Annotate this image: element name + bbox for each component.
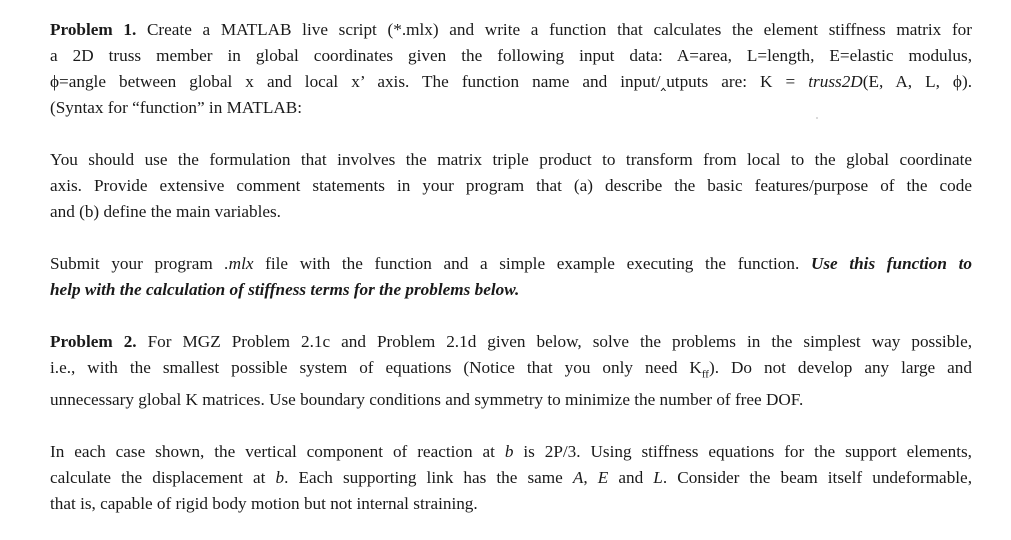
problem-1-line-3: ϕ=angle between global x and local x’ axis. The function name and input/‸utputs are: K = truss2D(E, A, L, ϕ). (50, 72, 972, 91)
formulation-paragraph (50, 147, 972, 225)
problem-2-heading: Problem 2. (50, 332, 137, 351)
document-page (50, 17, 972, 517)
reaction-line-2: calculate the displacement at b. Each supporting link has the same A, E and L. Consider the beam itself undeformable, (50, 468, 972, 488)
formulation-line-3: and (b) define the main variables. (50, 202, 281, 221)
reaction-line-1: In each case shown, the vertical component of reaction at b is 2P/3. Using stiffness equations for the support elements, (50, 442, 972, 462)
kff-subscript: ff (701, 368, 709, 381)
reaction-line-3: that is, capable of rigid body motion but not internal straining. (50, 494, 478, 514)
submission-line-2: help with the calculation of stiffness terms for the problems below. (50, 280, 520, 299)
problem-1-line-4: (Syntax for “function” in MATLAB: (50, 98, 303, 117)
emphasis-text: Use this function to (810, 254, 972, 273)
problem-2-paragraph (50, 329, 972, 413)
submission-line-1: Submit your program .mlx file with the function and a simple example executing the function. Use this function to (50, 254, 972, 273)
formulation-line-1: You should use the formulation that involves the matrix triple product to transform from local to the global coordinate (50, 150, 972, 169)
problem-2-line-1: Problem 2. For MGZ Problem 2.1c and Problem 2.1d given below, solve the problems in the simplest way possible, (50, 332, 972, 351)
file-extension: .mlx (224, 254, 254, 273)
problem-2-line-2: i.e., with the smallest possible system of equations (Notice that you only need $K_{ff}$). Do not develop any large and (50, 358, 972, 381)
function-name: truss2D (808, 72, 863, 91)
stray-mark (816, 117, 818, 119)
problem-1-line-1: Problem 1. Create a MATLAB live script (*.mlx) and write a function that calculates the element stiffness matrix for (50, 20, 972, 39)
problem-1-paragraph (50, 17, 972, 121)
problem-1-line-2: a 2D truss member in global coordinates given the following input data: A=area, L=length, E=elastic modulus, (50, 46, 972, 65)
reaction-paragraph (50, 439, 972, 517)
problem-1-heading: Problem 1. (50, 20, 137, 39)
problem-2-line-3: unnecessary global K matrices. Use boundary conditions and symmetry to minimize the number of free DOF. (50, 390, 804, 410)
submission-paragraph (50, 251, 972, 303)
formulation-line-2: axis. Provide extensive comment statements in your program that (a) describe the basic features/purpose of the code (50, 176, 972, 195)
